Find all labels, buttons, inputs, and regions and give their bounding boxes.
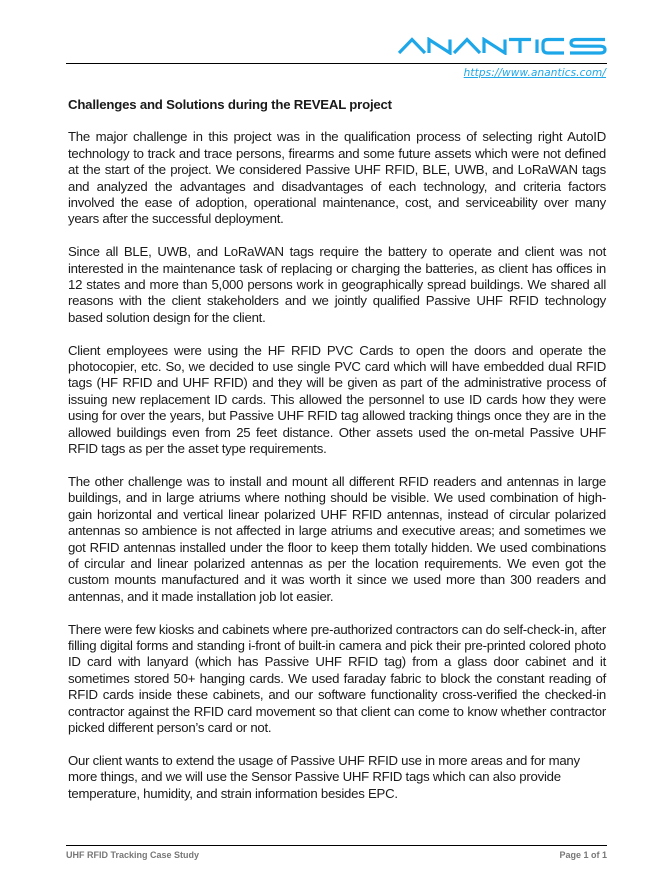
paragraph-dual-rfid-cards: Client employees were using the HF RFID PVC Cards to open the doors and operate the photocopier, etc. So, we decided to use single PVC card which will have embedded dual RFID tags (HF RFID and UHF RFID) and they will be given as part of the administrative process of issuing new replacement ID cards. This allowed the personnel to use ID cards how they were using for over the years, but Passive UHF RFID tag allowed tracking things once they are in the allowed buildings even from 25 feet distance. Other assets used the on-metal Passive UHF RFID tags as per the asset type requirements. <box>68 342 606 457</box>
website-link[interactable]: https://www.anantics.com/ <box>463 67 606 79</box>
paragraph-antenna-installation: The other challenge was to install and mount all different RFID readers and antennas in large buildings, and in large atriums where nothing should be visible. We used combination of high-gain horizontal and vertical linear polarized UHF RFID antennas, instead of circular polarized antennas so ambience is not affected in large atriums and executive areas; and sometimes we got RFID antennas installed under the floor to keep them totally hidden. We used combinations of circular and linear polarized antennas as per the location requirements. We even got the custom mounts manufactured and it was worth it since we used more than 300 readers and antennas, and it made installation job lot easier. <box>68 473 606 604</box>
footer-rule <box>66 845 607 846</box>
document-body <box>68 97 606 818</box>
paragraph-battery-constraints: Since all BLE, UWB, and LoRaWAN tags require the battery to operate and client was not interested in the maintenance task of replacing or charging the batteries, as client has offices in 12 states and more than 5,000 persons work in geographically spread buildings. We shared all reasons with the client stakeholders and we jointly qualified Passive UHF RFID technology based solution design for the client. <box>68 244 606 325</box>
paragraph-technology-selection: The major challenge in this project was in the qualification process of selecting right AutoID technology to track and trace persons, firearms and some future assets which were not defined at the start of the project. We considered Passive UHF RFID, BLE, UWB, and LoRaWAN tags and analyzed the advantages and disadvantages of each technology, and criteria factors involved the ease of adoption, operational maintenance, cost, and serviceability over many years after the successful deployment. <box>68 129 606 227</box>
paragraph-kiosks-cabinets: There were few kiosks and cabinets where pre-authorized contractors can do self-check-in, after filling digital forms and standing i-front of built-in camera and pick their pre-printed colored photo ID card with lanyard (which has Passive UHF RFID tag) from a glass door cabinet and it sometimes stored 50+ hanging cards. We used faraday fabric to block the constant reading of RFID cards inside these cabinets, and our software functionality cross-verified the checked-in contractor against the RFID card movement so that client can come to know whether contractor picked different person’s card or not. <box>68 621 606 735</box>
footer-page-number: Page 1 of 1 <box>559 850 607 860</box>
anantics-logo <box>398 37 607 55</box>
paragraph-future-plans: Our client wants to extend the usage of Passive UHF RFID use in more areas and for many more things, and we will use the Sensor Passive UHF RFID tags which can also provide temperature, humidity, and strain information besides EPC. <box>68 752 580 801</box>
footer-document-name: UHF RFID Tracking Case Study <box>66 850 200 860</box>
anantics-logo-icon <box>398 37 607 55</box>
document-title: Challenges and Solutions during the REVEAL project <box>68 97 392 112</box>
header-rule <box>66 63 607 64</box>
